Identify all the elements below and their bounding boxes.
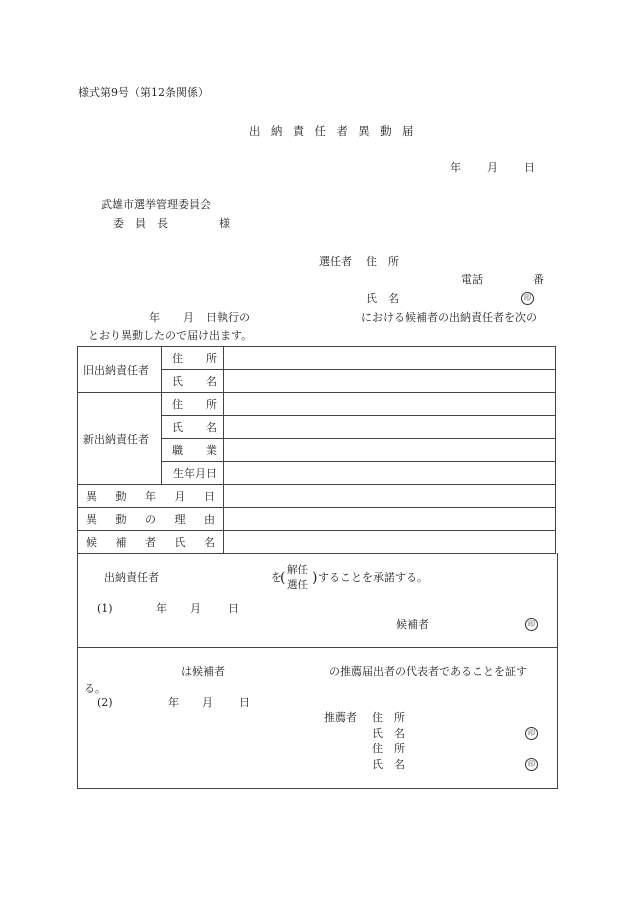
certify-wa: は候補者 xyxy=(181,665,225,678)
date-day: 日 xyxy=(524,161,535,174)
consent-day: 日 xyxy=(228,602,239,615)
consent-dismiss: 解任 xyxy=(287,564,308,576)
document-title: 出納責任者異動届 xyxy=(249,124,424,138)
consent-candidate-label: 候補者 xyxy=(396,618,429,631)
date-year: 年 xyxy=(450,161,461,174)
consent-year: 年 xyxy=(156,602,167,615)
certify-tail: の推薦届出者の代表者であることを証す xyxy=(329,665,527,678)
consent-wo: を xyxy=(271,571,282,584)
certify-year: 年 xyxy=(168,696,179,709)
new-name-field[interactable] xyxy=(224,416,556,439)
certify-line2: る。 xyxy=(84,682,106,695)
consent-suffix: することを承諾する。 xyxy=(318,571,428,584)
consent-num: (1) xyxy=(97,602,113,615)
recommender-address-1: 住 所 xyxy=(372,711,405,724)
intro-year: 年 xyxy=(149,311,160,324)
intro-month: 月 xyxy=(183,311,194,324)
change-reason-label: 異 動 の 理 由 xyxy=(86,513,215,526)
committee-chair: 委 員 長 xyxy=(113,217,168,230)
phone-label: 電話 xyxy=(461,273,483,286)
date-month: 月 xyxy=(487,161,498,174)
committee-name: 武雄市選挙管理委員会 xyxy=(101,198,211,211)
certify-day: 日 xyxy=(239,696,250,709)
honorific: 様 xyxy=(219,217,230,230)
consent-box xyxy=(77,553,558,648)
new-birthdate-label: 生年月日 xyxy=(162,462,224,485)
change-reason-field[interactable] xyxy=(224,508,556,531)
change-date-label: 異 動 年 月 日 xyxy=(86,490,215,503)
consent-prefix: 出納責任者 xyxy=(104,571,159,584)
form-number: 様式第9号（第12条関係） xyxy=(78,86,209,99)
old-name-field[interactable] xyxy=(224,370,556,393)
seal-mark-icon: 印 xyxy=(525,727,538,740)
appointer-address-label: 住 所 xyxy=(366,255,399,268)
recommender-label: 推薦者 xyxy=(324,711,357,724)
new-name-label: 氏 名 xyxy=(172,421,217,434)
seal-mark-icon: 印 xyxy=(525,618,538,631)
consent-appoint: 選任 xyxy=(287,579,308,591)
new-address-field[interactable] xyxy=(224,393,556,416)
new-occupation-label: 職 業 xyxy=(172,444,217,457)
new-occupation-field[interactable] xyxy=(224,439,556,462)
consent-month: 月 xyxy=(190,602,201,615)
seal-mark-icon: 印 xyxy=(525,758,538,771)
new-address-label: 住 所 xyxy=(172,398,217,411)
recommender-name-2: 氏 名 xyxy=(372,758,405,771)
appointer-name-label: 氏 名 xyxy=(366,292,399,305)
old-name-label: 氏 名 xyxy=(172,375,217,388)
seal-mark-icon: 印 xyxy=(521,292,534,305)
new-treasurer-label: 新出納責任者 xyxy=(78,393,162,485)
change-table xyxy=(77,346,556,554)
change-date-field[interactable] xyxy=(224,485,556,508)
candidate-name-field[interactable] xyxy=(224,531,556,554)
old-address-label: 住 所 xyxy=(172,352,217,365)
old-treasurer-label: 旧出納責任者 xyxy=(78,347,162,393)
new-birthdate-field[interactable] xyxy=(224,462,556,485)
certify-num: (2) xyxy=(97,696,113,709)
old-address-field[interactable] xyxy=(224,347,556,370)
intro-day-exec: 日執行の xyxy=(206,311,250,324)
candidate-name-label: 候 補 者 氏 名 xyxy=(86,536,215,549)
intro-line2: とおり異動したので届け出ます。 xyxy=(88,329,253,342)
phone-suffix: 番 xyxy=(533,273,544,286)
intro-tail: における候補者の出納責任者を次の xyxy=(361,311,537,324)
recommender-name-1: 氏 名 xyxy=(372,727,405,740)
recommender-address-2: 住 所 xyxy=(372,742,405,755)
certify-month: 月 xyxy=(202,696,213,709)
appointer-label: 選任者 xyxy=(319,255,352,268)
